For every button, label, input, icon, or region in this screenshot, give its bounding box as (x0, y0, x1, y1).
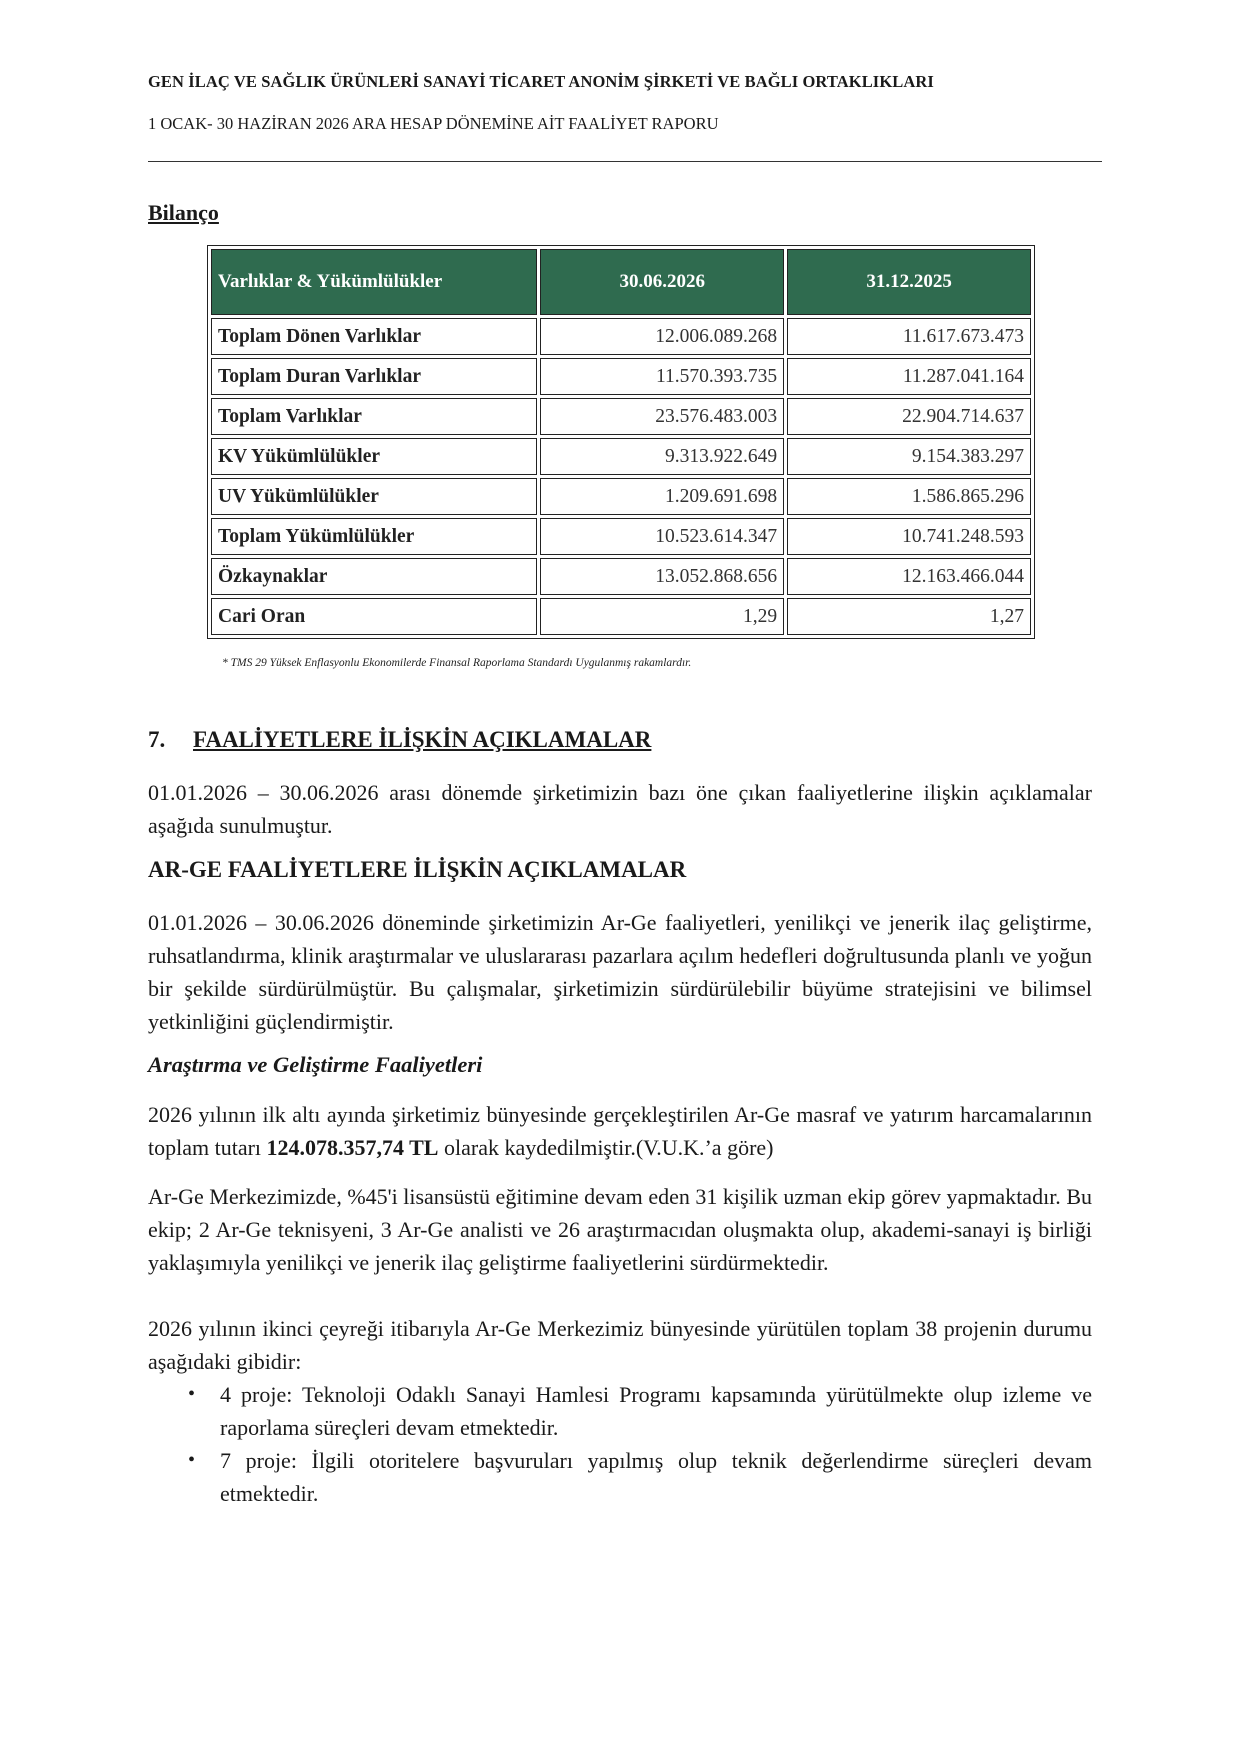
bullet-icon: • (188, 1449, 196, 1471)
row-label: Toplam Yükümlülükler (211, 518, 537, 555)
row-value: 11.570.393.735 (540, 358, 784, 395)
column-header: 31.12.2025 (787, 249, 1031, 315)
balance-sheet-table (207, 245, 1035, 639)
column-header: Varlıklar & Yükümlülükler (211, 249, 537, 315)
list-item-text: 4 proje: Teknoloji Odaklı Sanayi Hamlesi Programı kapsamında yürütülmekte olup izleme ve raporlama süreçleri devam etmektedir. (220, 1382, 1092, 1440)
row-value: 9.154.383.297 (787, 438, 1031, 475)
table-row (211, 518, 1031, 555)
table-header-row (211, 249, 1031, 315)
section-title: FAALİYETLERE İLİŞKİN AÇIKLAMALAR (193, 727, 652, 752)
row-value: 12.163.466.044 (787, 558, 1031, 595)
team-paragraph: Ar-Ge Merkezimizde, %45'i lisansüstü eğitimine devam eden 31 kişilik uzman ekip görev yapmaktadır. Bu ekip; 2 Ar-Ge teknisyeni, 3 Ar-Ge analisti ve 26 araştırmacıdan oluşmakta olup, akademi-sanayi iş birliği yaklaşımıyla yenilikçi ve jenerik ilaç geliştirme faaliyetlerini sürdürmektedir. (148, 1184, 1092, 1275)
row-value: 11.287.041.164 (787, 358, 1031, 395)
row-label: KV Yükümlülükler (211, 438, 537, 475)
row-label: Toplam Duran Varlıklar (211, 358, 537, 395)
row-value: 22.904.714.637 (787, 398, 1031, 435)
row-value: 11.617.673.473 (787, 318, 1031, 355)
column-header: 30.06.2026 (540, 249, 784, 315)
row-value: 10.741.248.593 (787, 518, 1031, 555)
company-header: GEN İLAÇ VE SAĞLIK ÜRÜNLERİ SANAYİ TİCARET ANONİM ŞİRKETİ VE BAĞLI ORTAKLIKLARI (148, 72, 934, 91)
table-row (211, 318, 1031, 355)
row-label: Toplam Varlıklar (211, 398, 537, 435)
table-row (211, 558, 1031, 595)
rnd-spend-paragraph (148, 1098, 1092, 1164)
row-label: Toplam Dönen Varlıklar (211, 318, 537, 355)
table-footnote: * TMS 29 Yüksek Enflasyonlu Ekonomilerde Finansal Raporlama Standardı Uygulanmış rakamlardır. (222, 657, 692, 669)
section-intro: 01.01.2026 – 30.06.2026 arası dönemde şirketimizin bazı öne çıkan faaliyetlerine ilişkin açıklamalar aşağıda sunulmuştur. (148, 780, 1092, 838)
projects-paragraph: 2026 yılının ikinci çeyreği itibarıyla Ar-Ge Merkezimiz bünyesinde yürütülen toplam 38 projenin durumu aşağıdaki gibidir: (148, 1316, 1092, 1374)
table-row (211, 478, 1031, 515)
row-value: 1,27 (787, 598, 1031, 635)
report-period: 1 OCAK- 30 HAZİRAN 2026 ARA HESAP DÖNEMİNE AİT FAALİYET RAPORU (148, 114, 719, 133)
row-value: 13.052.868.656 (540, 558, 784, 595)
arge-heading: AR-GE FAALİYETLERE İLİŞKİN AÇIKLAMALAR (148, 857, 687, 882)
row-label: UV Yükümlülükler (211, 478, 537, 515)
row-value: 1.209.691.698 (540, 478, 784, 515)
spend-text-after: olarak kaydedilmiştir.(V.U.K.’a göre) (438, 1135, 774, 1160)
row-value: 9.313.922.649 (540, 438, 784, 475)
row-value: 23.576.483.003 (540, 398, 784, 435)
project-bullet-list (148, 1378, 1092, 1510)
row-value: 1,29 (540, 598, 784, 635)
rnd-subheading: Araştırma ve Geliştirme Faaliyetleri (148, 1052, 483, 1077)
list-item (148, 1444, 1092, 1510)
row-value: 10.523.614.347 (540, 518, 784, 555)
spend-amount: 124.078.357,74 TL (266, 1135, 439, 1160)
balance-sheet-heading: Bilanço (148, 200, 219, 225)
row-value: 12.006.089.268 (540, 318, 784, 355)
row-label: Cari Oran (211, 598, 537, 635)
header-divider (148, 161, 1102, 162)
arge-paragraph: 01.01.2026 – 30.06.2026 döneminde şirketimizin Ar-Ge faaliyetleri, yenilikçi ve jenerik ilaç geliştirme, ruhsatlandırma, klinik araştırmalar ve uluslararası pazarlara açılım hedefleri doğrultusunda planlı ve yoğun bir şekilde sürdürülmüştür. Bu çalışmalar, şirketimizin sürdürülebilir büyüme stratejisini ve bilimsel yetkinliğini güçlendirmiştir. (148, 910, 1092, 1034)
spend-text-before: 2026 yılının ilk altı ayında şirketimiz bünyesinde gerçekleştirilen Ar-Ge masraf ve yatırım harcamalarının toplam tutarı (148, 1102, 1092, 1160)
table-row (211, 438, 1031, 475)
list-item (148, 1378, 1092, 1444)
list-item-text: 7 proje: İlgili otoritelere başvuruları yapılmış olup teknik değerlendirme süreçleri devam etmektedir. (220, 1448, 1092, 1506)
bullet-icon: • (188, 1383, 196, 1405)
row-value: 1.586.865.296 (787, 478, 1031, 515)
row-label: Özkaynaklar (211, 558, 537, 595)
section-number: 7. (148, 727, 166, 752)
table-row (211, 358, 1031, 395)
table-row (211, 398, 1031, 435)
table-row (211, 598, 1031, 635)
